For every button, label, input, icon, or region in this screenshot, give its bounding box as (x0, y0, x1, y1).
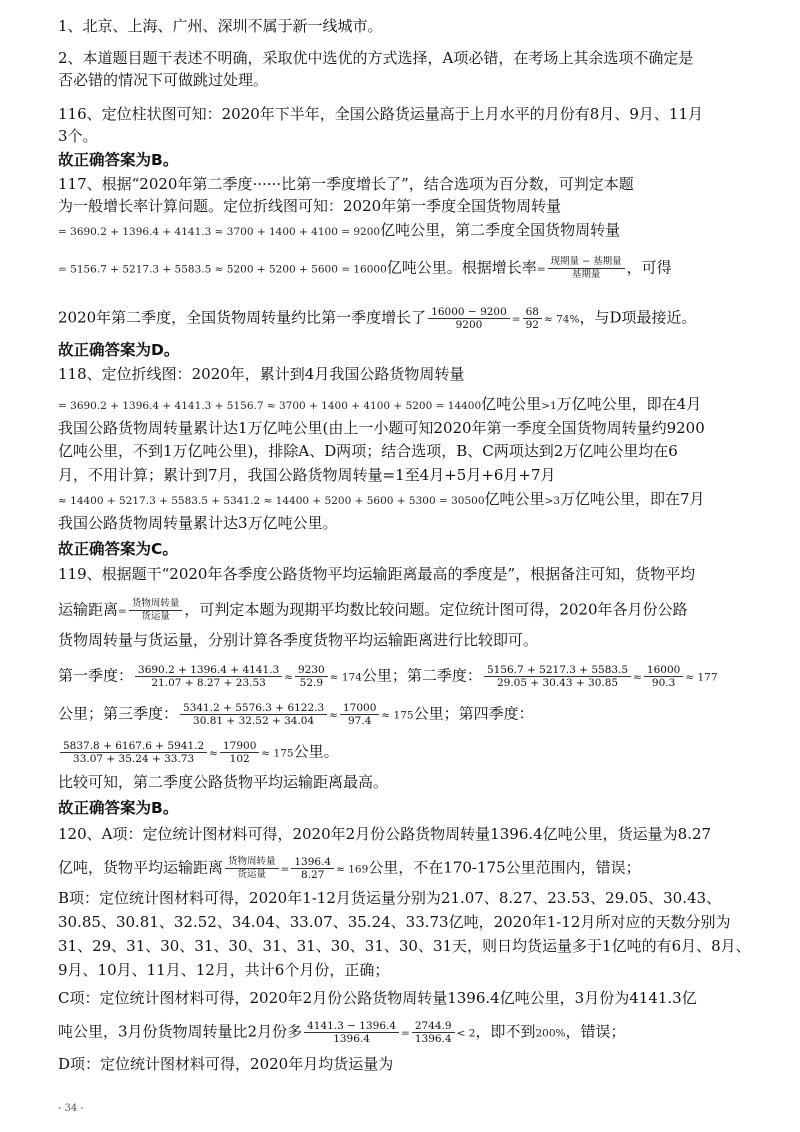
q119-answer: 故正确答案为B。 (58, 799, 179, 817)
q117-line-2: 为一般增长率计算问题。定位折线图可知：2020年第一季度全国货物周转量 (58, 197, 562, 215)
q117-formula-q2: = 5156.7 + 5217.3 + 5583.5 ≈ 5200 + 5200 + 5600 = 16000 (58, 263, 387, 276)
note-2-line-2: 否必错的情况下可做跳过处理。 (58, 71, 269, 89)
q117-line-5: 2020年第二季度，全国货物周转量约比第一季度增长了 $\frac{16000 - 9200}{9200}$ = $\frac{68}{92}$ ≈ 74%，与D项最接近。 (58, 306, 697, 331)
q119-q2-fraction: $\frac{5156.7 + 5217.3 + 5583.5}{29.05 + 30.43 + 30.85}$ (484, 664, 631, 689)
q120-a-fraction-1: 货物周转量 货运量 (225, 856, 279, 881)
q119-line-8: 比较可知，第二季度公路货物平均运输距离最高。 (58, 773, 389, 791)
q117-line-3 (58, 220, 620, 242)
note-2-line-1: 2、本道题目题干表述不明确，采取优中选优的方式选择，A项必错，在考场上其余选项不确定是 (58, 49, 694, 67)
q117-line-4: = 5156.7 + 5217.3 + 5583.5 ≈ 5200 + 5200 + 5600 = 16000亿吨公里。根据增长率= 现期量 − 基期量 基期量 ，可得 (58, 256, 672, 280)
q119-line-3: 货物周转量与货运量，分别计算各季度货物平均运输距离进行比较即可。 (58, 631, 539, 649)
q118-line-4: 亿吨公里，不到1万亿吨公里)，排除A、D两项；结合选项，B、C两项达到2万亿吨公里均在6 (58, 442, 678, 460)
q120-line-6: 9月、10月、11月、12月，共计6个月份，正确； (58, 961, 390, 979)
q117-growth-rate-fraction: 现期量 − 基期量 基期量 (548, 256, 625, 281)
q120-line-7: C项：定位统计图材料可得，2020年2月份公路货物周转量1396.4亿吨公里，3月份为4141.3亿 (58, 989, 697, 1007)
q116-line-1: 116、定位柱状图可知：2020年下半年，全国公路货运量高于上月水平的月份有8月、9月、11月 (58, 105, 703, 123)
q119-line-1: 119、根据题干“2020年各季度公路货物平均运输距离最高的季度是”，根据备注可知，货物平均 (58, 565, 696, 583)
q120-a-fraction-2: $\frac{1396.4}{8.27}$ (291, 856, 334, 881)
q119-q3-fraction: $\frac{5341.2 + 5576.3 + 6122.3}{30.81 + 32.52 + 34.04}$ (180, 702, 327, 727)
q119-q4-fraction: $\frac{5837.8 + 6167.6 + 5941.2}{33.07 + 35.24 + 33.73}$ (60, 740, 207, 765)
q120-line-9: D项：定位统计图材料可得，2020年月均货运量为 (58, 1055, 394, 1073)
q119-line-4: 第一季度： $\frac{3690.2 + 1396.4 + 4141.3}{21.07 + 8.27 + 23.53}$ ≈ $\frac{9230}{52.9}$ ≈ 174公里；第二季度： $\frac{5156.7 + 5217.3 + 5583.5}{29.05 + 30.43 + 30.85}$ ≈ $\frac{16000}{90.3}$ ≈ 177 (58, 664, 718, 689)
q118-line-6: ≈ 14400 + 5217.3 + 5583.5 + 5341.2 ≈ 14400 + 5200 + 5600 + 5300 = 30500亿吨公里>3万亿吨公里，即在7月 (58, 490, 705, 508)
q119-line-5: 公里；第三季度： $\frac{5341.2 + 5576.3 + 6122.3}{30.81 + 32.52 + 34.04}$ ≈ $\frac{17000}{97.4}$ ≈ 175公里；第四季度： (58, 702, 534, 727)
q120-line-5: 31、29、31、30、31、30、31、31、30、31、30、31天，则日均货运量多于1亿吨的有6月、8月、 (58, 937, 751, 955)
q118-line-2: = 3690.2 + 1396.4 + 4141.3 + 5156.7 ≈ 3700 + 1400 + 4100 + 5200 = 14400亿吨公里>1万亿吨公里，即在4月 (58, 395, 702, 413)
page-number: - 34 - (58, 1103, 84, 1114)
q117-line-1: 117、根据“2020年第二季度······比第一季度增长了”，结合选项为百分数，可判定本题 (58, 175, 634, 193)
q117-text-5b: ，与D项最接近。 (579, 308, 697, 327)
q120-line-8: 吨公里，3月份货物周转量比2月份多 $\frac{4141.3 - 1396.4}{1396.4}$ = $\frac{2744.9}{1396.4}$ < 2，即不到200%，错误； (58, 1020, 626, 1045)
q120-line-1: 120、A项：定位统计图材料可得，2020年2月份公路货物周转量1396.4亿吨公里，货运量为8.27 (58, 825, 712, 843)
q118-line-7: 我国公路货物周转量累计达3万亿吨公里。 (58, 514, 338, 532)
q118-formula-july: ≈ 14400 + 5217.3 + 5583.5 + 5341.2 ≈ 14400 + 5200 + 5600 + 5300 = 30500 (58, 495, 485, 507)
q120-line-3: B项：定位统计图材料可得，2020年1-12月货运量分别为21.07、8.27、23.53、29.05、30.43、 (58, 889, 722, 907)
q117-result: ≈ 74% (543, 313, 580, 326)
q117-text-4b: ，可得 (626, 258, 672, 277)
q120-c-fraction-1: $\frac{4141.3 - 1396.4}{1396.4}$ (304, 1020, 399, 1045)
q119-line-6: $\frac{5837.8 + 6167.6 + 5941.2}{33.07 + 35.24 + 33.73}$ ≈ $\frac{17900}{102}$ ≈ 175公里。 (58, 740, 339, 765)
q119-line-2: 运输距离= 货物周转量 货运量 ，可判定本题为现期平均数比较问题。定位统计图可得，2020年各月份公路 (58, 598, 688, 622)
q117-formula-q1: = 3690.2 + 1396.4 + 4141.3 ≈ 3700 + 1400 + 4100 = 9200 (58, 226, 381, 238)
q118-line-3: 我国公路货物周转量累计达1万亿吨公里(由上一小题可知2020年第一季度全国货物周转量约9200 (58, 419, 705, 437)
q118-formula-april: = 3690.2 + 1396.4 + 4141.3 + 5156.7 ≈ 3700 + 1400 + 4100 + 5200 = 14400 (58, 400, 482, 412)
q117-text-4a: 亿吨公里。根据增长率 (386, 258, 537, 277)
q118-answer: 故正确答案为C。 (58, 540, 178, 558)
q117-text-5a: 2020年第二季度，全国货物周转量约比第一季度增长了 (58, 308, 427, 327)
q120-c-fraction-2: $\frac{2744.9}{1396.4}$ (412, 1020, 455, 1045)
q117-fraction-2: $\frac{68}{92}$ (523, 306, 542, 331)
q118-line-1: 118、定位折线图：2020年，累计到4月我国公路货物周转量 (58, 365, 465, 383)
q117-text-3: 亿吨公里，第二季度全国货物周转量 (380, 221, 621, 239)
q120-line-4: 30.85、30.81、32.52、34.04、33.07、35.24、33.73亿吨，2020年1-12月所对应的天数分别为 (58, 913, 731, 931)
q117-fraction-1: $\frac{16000 - 9200}{9200}$ (428, 306, 510, 331)
q119-distance-fraction: 货物周转量 货运量 (129, 598, 183, 623)
note-1: 1、北京、上海、广州、深圳不属于新一线城市。 (58, 17, 383, 35)
q120-line-2: 亿吨，货物平均运输距离 货物周转量 货运量 = $\frac{1396.4}{8.27}$ ≈ 169公里，不在170-175公里范围内，错误； (58, 856, 641, 881)
q116-line-2: 3个。 (58, 127, 98, 145)
q119-q1-fraction: $\frac{3690.2 + 1396.4 + 4141.3}{21.07 + 8.27 + 23.53}$ (135, 664, 282, 689)
q117-answer: 故正确答案为D。 (58, 341, 180, 359)
q116-answer: 故正确答案为B。 (58, 151, 179, 169)
q118-line-5: 月，不用计算；累计到7月，我国公路货物周转量=1至4月+5月+6月+7月 (58, 466, 556, 484)
